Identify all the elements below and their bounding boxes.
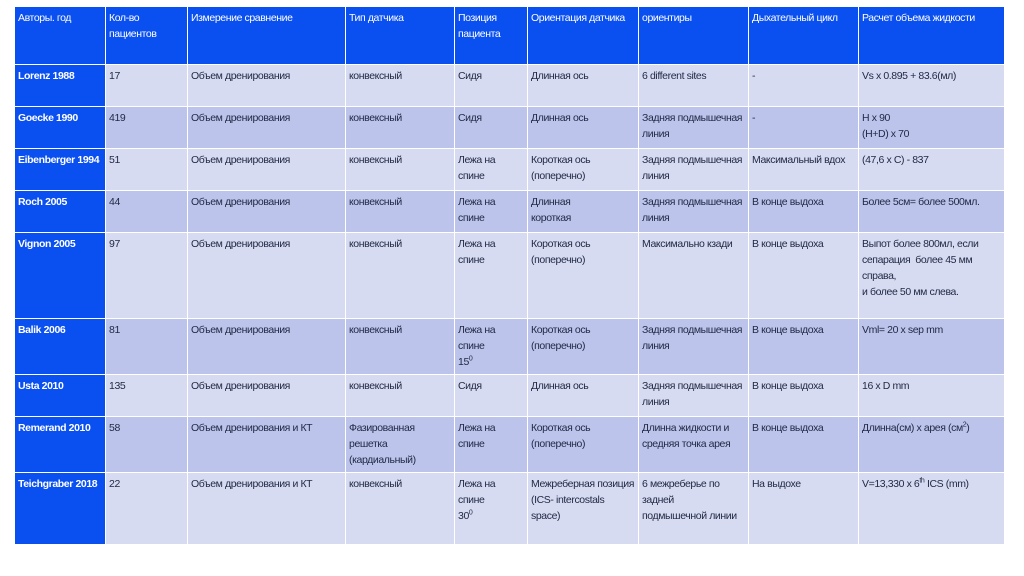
cell-volume bbox=[859, 473, 1005, 545]
header-measure: Измерение сравнение bbox=[188, 7, 346, 65]
cell-line: Короткая ось bbox=[531, 238, 591, 250]
cell-line: линия bbox=[642, 340, 670, 352]
cell-line: H x 90 bbox=[862, 112, 890, 124]
cell-line: конвексный bbox=[349, 238, 402, 250]
cell-breath: В конце выдоха bbox=[749, 375, 859, 417]
cell-sensor bbox=[346, 107, 455, 149]
cell-line: Задняя подмышечная bbox=[642, 380, 743, 392]
cell-landmarks bbox=[639, 233, 749, 319]
superscript: th bbox=[919, 477, 925, 485]
superscript: 0 bbox=[468, 509, 473, 517]
cell-volume bbox=[859, 149, 1005, 191]
cell-line: Vml= 20 x sep mm bbox=[862, 324, 943, 336]
cell-text-tail: ICS (mm) bbox=[924, 478, 969, 490]
cell-line: Короткая ось bbox=[531, 154, 591, 166]
cell-orientation bbox=[528, 191, 639, 233]
cell-line: и более 50 мм слева. bbox=[862, 286, 959, 298]
cell-sensor bbox=[346, 375, 455, 417]
cell-patients: 22 bbox=[106, 473, 188, 545]
cell-line: короткая bbox=[531, 212, 571, 224]
cell-line: (поперечно) bbox=[531, 438, 586, 450]
cell-text: V=13,330 x 6 bbox=[862, 478, 920, 490]
cell-line: Задняя подмышечная bbox=[642, 196, 743, 208]
cell-line: Лежа на спине bbox=[458, 196, 498, 224]
cell-patients: 17 bbox=[106, 65, 188, 107]
cell-sensor bbox=[346, 473, 455, 545]
cell-line: конвексный bbox=[349, 70, 402, 82]
header-position: Позиция пациента bbox=[455, 7, 528, 65]
header-row bbox=[15, 7, 1005, 65]
cell-breath: - bbox=[749, 107, 859, 149]
cell-line: (47,6 x C) - 837 bbox=[862, 154, 929, 166]
cell-position bbox=[455, 319, 528, 375]
cell-author: Roch 2005 bbox=[15, 191, 106, 233]
table-row bbox=[15, 473, 1005, 545]
cell-sensor bbox=[346, 65, 455, 107]
cell-orientation bbox=[528, 319, 639, 375]
cell-line: (поперечно) bbox=[531, 254, 586, 266]
cell-measure: Объем дренирования bbox=[188, 65, 346, 107]
cell-line: конвексный bbox=[349, 196, 402, 208]
cell-sensor bbox=[346, 191, 455, 233]
table-body bbox=[15, 65, 1005, 545]
cell-line: 6 межреберье по задней bbox=[642, 478, 723, 506]
cell-line: Задняя подмышечная bbox=[642, 154, 743, 166]
cell-patients: 81 bbox=[106, 319, 188, 375]
cell-position bbox=[455, 191, 528, 233]
cell-author: Balik 2006 bbox=[15, 319, 106, 375]
cell-patients: 419 bbox=[106, 107, 188, 149]
cell-volume bbox=[859, 65, 1005, 107]
cell-landmarks bbox=[639, 417, 749, 473]
cell-line: (поперечно) bbox=[531, 340, 586, 352]
cell-measure: Объем дренирования bbox=[188, 233, 346, 319]
cell-sensor bbox=[346, 417, 455, 473]
cell-line: Сидя bbox=[458, 380, 482, 392]
cell-line: Длинная bbox=[531, 196, 571, 208]
cell-patients: 51 bbox=[106, 149, 188, 191]
cell-landmarks bbox=[639, 473, 749, 545]
cell-line: Сидя bbox=[458, 112, 482, 124]
cell-measure: Объем дренирования и КТ bbox=[188, 417, 346, 473]
cell-orientation bbox=[528, 375, 639, 417]
cell-line bbox=[862, 476, 1001, 492]
cell-position bbox=[455, 65, 528, 107]
cell-text: 15 bbox=[458, 356, 469, 368]
cell-breath: - bbox=[749, 65, 859, 107]
cell-breath: В конце выдоха bbox=[749, 417, 859, 473]
cell-text: 30 bbox=[458, 510, 469, 522]
cell-author: Usta 2010 bbox=[15, 375, 106, 417]
cell-line: Лежа на спине bbox=[458, 238, 498, 266]
cell-landmarks bbox=[639, 375, 749, 417]
cell-line: Длинна жидкости и bbox=[642, 422, 729, 434]
table-row bbox=[15, 233, 1005, 319]
cell-line: Vs x 0.895 + 83.6(мл) bbox=[862, 70, 956, 82]
cell-line: линия bbox=[642, 212, 670, 224]
cell-author: Remerand 2010 bbox=[15, 417, 106, 473]
cell-volume bbox=[859, 375, 1005, 417]
cell-line: конвексный bbox=[349, 112, 402, 124]
header-orientation: Ориентация датчика bbox=[528, 7, 639, 65]
cell-line: Длинная ось bbox=[531, 380, 589, 392]
cell-author: Eibenberger 1994 bbox=[15, 149, 106, 191]
cell-breath: На выдохе bbox=[749, 473, 859, 545]
cell-volume bbox=[859, 107, 1005, 149]
cell-orientation bbox=[528, 65, 639, 107]
cell-line: Лежа на спине bbox=[458, 324, 498, 352]
cell-line: конвексный bbox=[349, 324, 402, 336]
cell-line: 16 x D mm bbox=[862, 380, 910, 392]
cell-volume bbox=[859, 191, 1005, 233]
cell-breath: В конце выдоха bbox=[749, 319, 859, 375]
studies-table bbox=[14, 6, 1005, 545]
cell-landmarks bbox=[639, 319, 749, 375]
cell-position bbox=[455, 417, 528, 473]
cell-patients: 135 bbox=[106, 375, 188, 417]
header-sensor: Тип датчика bbox=[346, 7, 455, 65]
cell-breath: В конце выдоха bbox=[749, 191, 859, 233]
cell-line: (поперечно) bbox=[531, 170, 586, 182]
cell-line: Задняя подмышечная bbox=[642, 324, 743, 336]
cell-line: Длинная ось bbox=[531, 70, 589, 82]
cell-orientation bbox=[528, 417, 639, 473]
cell-sensor bbox=[346, 233, 455, 319]
cell-line: подмышечной линии bbox=[642, 510, 737, 522]
cell-volume bbox=[859, 233, 1005, 319]
cell-measure: Объем дренирования bbox=[188, 319, 346, 375]
cell-measure: Объем дренирования bbox=[188, 191, 346, 233]
cell-line: Сидя bbox=[458, 70, 482, 82]
cell-sensor bbox=[346, 149, 455, 191]
cell-text: Длинна(см) x арея (см bbox=[862, 422, 963, 434]
cell-line: Лежа на спине bbox=[458, 478, 498, 506]
cell-line bbox=[862, 420, 1001, 436]
header-volume: Расчет объема жидкости bbox=[859, 7, 1005, 65]
cell-patients: 97 bbox=[106, 233, 188, 319]
cell-landmarks bbox=[639, 107, 749, 149]
superscript: 2 bbox=[962, 421, 967, 429]
superscript: 0 bbox=[468, 355, 473, 363]
cell-line: сепарация более 45 мм справа, bbox=[862, 254, 975, 282]
table-container bbox=[14, 6, 1004, 545]
cell-text-tail: ) bbox=[966, 422, 970, 434]
cell-sensor bbox=[346, 319, 455, 375]
header-landmarks: ориентиры bbox=[639, 7, 749, 65]
cell-author: Teichgraber 2018 bbox=[15, 473, 106, 545]
cell-breath: Максимальный вдох bbox=[749, 149, 859, 191]
cell-measure: Объем дренирования bbox=[188, 107, 346, 149]
cell-position bbox=[455, 473, 528, 545]
cell-line: линия bbox=[642, 128, 670, 140]
cell-line: Выпот более 800мл, если bbox=[862, 238, 979, 250]
table-row bbox=[15, 149, 1005, 191]
cell-orientation bbox=[528, 107, 639, 149]
cell-line: Фазированная решетка bbox=[349, 422, 418, 450]
cell-position bbox=[455, 149, 528, 191]
table-row bbox=[15, 191, 1005, 233]
cell-line: Короткая ось bbox=[531, 422, 591, 434]
cell-line: Длинная ось bbox=[531, 112, 589, 124]
cell-line: (ICS- intercostals space) bbox=[531, 494, 607, 522]
cell-line: Межреберная позиция bbox=[531, 478, 635, 490]
cell-line: Максимально кзади bbox=[642, 238, 733, 250]
cell-line: линия bbox=[642, 396, 670, 408]
cell-volume bbox=[859, 417, 1005, 473]
cell-patients: 58 bbox=[106, 417, 188, 473]
table-row bbox=[15, 107, 1005, 149]
cell-line bbox=[458, 508, 524, 524]
cell-line: 6 different sites bbox=[642, 70, 707, 82]
cell-position bbox=[455, 107, 528, 149]
cell-patients: 44 bbox=[106, 191, 188, 233]
cell-line bbox=[458, 354, 524, 370]
cell-line: конвексный bbox=[349, 380, 402, 392]
cell-position bbox=[455, 375, 528, 417]
cell-author: Goecke 1990 bbox=[15, 107, 106, 149]
table-row bbox=[15, 375, 1005, 417]
cell-orientation bbox=[528, 233, 639, 319]
cell-measure: Объем дренирования и КТ bbox=[188, 473, 346, 545]
cell-line: конвексный bbox=[349, 154, 402, 166]
cell-volume bbox=[859, 319, 1005, 375]
cell-line: (H+D) x 70 bbox=[862, 128, 910, 140]
cell-line: (кардиальный) bbox=[349, 454, 416, 466]
table-row bbox=[15, 65, 1005, 107]
cell-line: конвексный bbox=[349, 478, 402, 490]
cell-measure: Объем дренирования bbox=[188, 375, 346, 417]
cell-landmarks bbox=[639, 65, 749, 107]
cell-measure: Объем дренирования bbox=[188, 149, 346, 191]
header-patients: Кол-во пациентов bbox=[106, 7, 188, 65]
cell-line: средняя точка арея bbox=[642, 438, 731, 450]
table-row bbox=[15, 417, 1005, 473]
table-row bbox=[15, 319, 1005, 375]
cell-author: Lorenz 1988 bbox=[15, 65, 106, 107]
header-authors: Авторы. год bbox=[15, 7, 106, 65]
cell-orientation bbox=[528, 473, 639, 545]
cell-orientation bbox=[528, 149, 639, 191]
header-breath: Дыхательный цикл bbox=[749, 7, 859, 65]
cell-breath: В конце выдоха bbox=[749, 233, 859, 319]
cell-line: Короткая ось bbox=[531, 324, 591, 336]
cell-line: Лежа на спине bbox=[458, 422, 498, 450]
cell-line: линия bbox=[642, 170, 670, 182]
cell-position bbox=[455, 233, 528, 319]
cell-author: Vignon 2005 bbox=[15, 233, 106, 319]
cell-line: Задняя подмышечная bbox=[642, 112, 743, 124]
cell-line: Лежа на спине bbox=[458, 154, 498, 182]
cell-landmarks bbox=[639, 149, 749, 191]
cell-landmarks bbox=[639, 191, 749, 233]
cell-line: Более 5см= более 500мл. bbox=[862, 196, 980, 208]
